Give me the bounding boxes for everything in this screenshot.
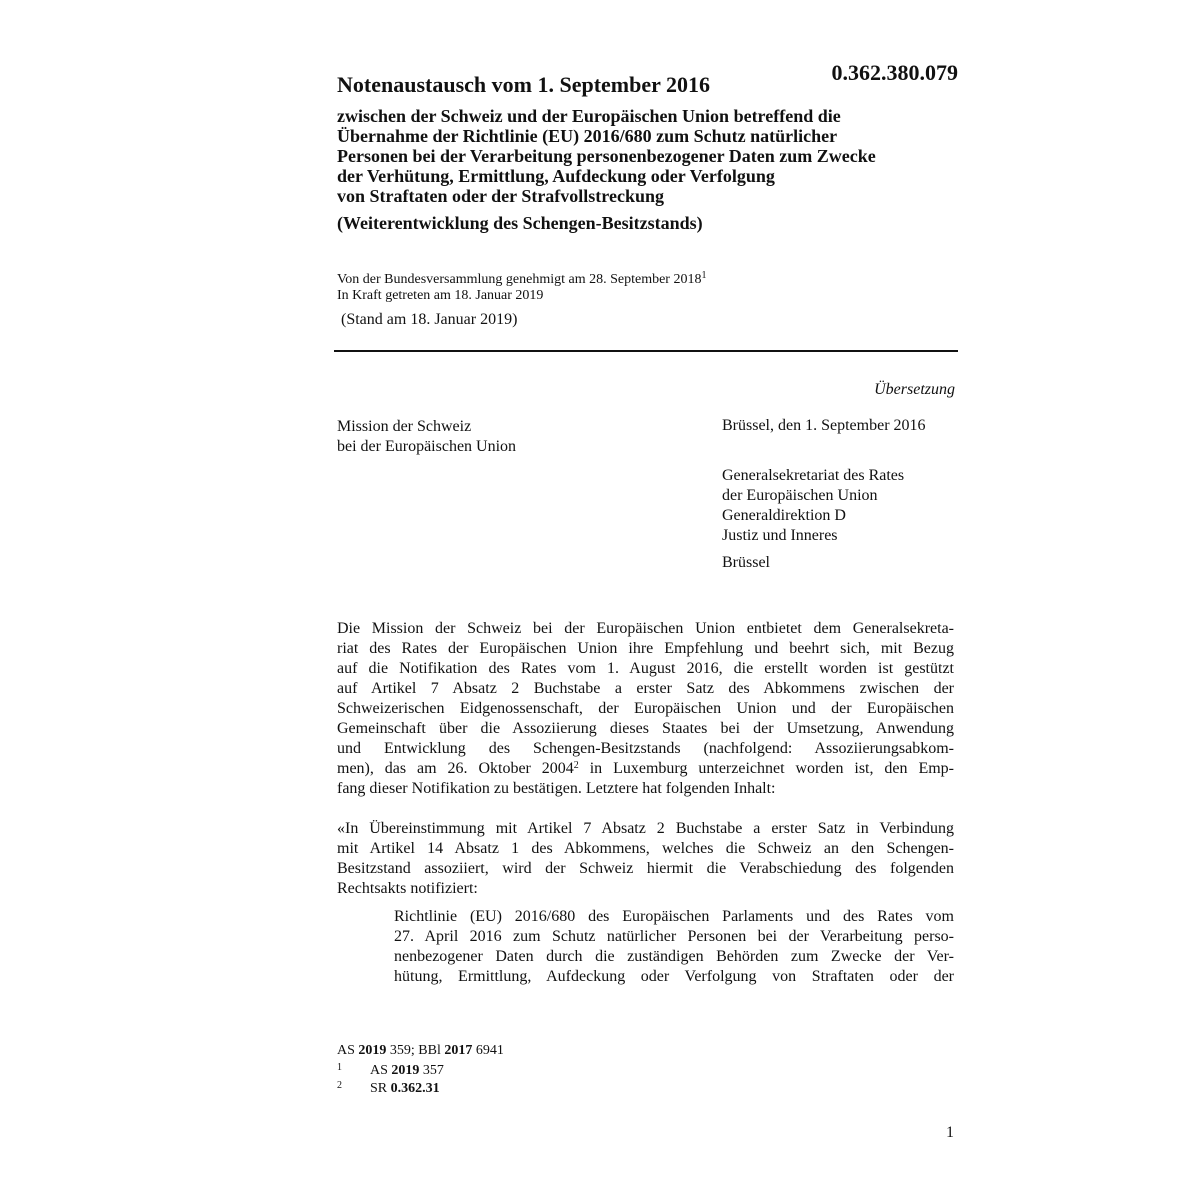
- paragraph-line: mit Artikel 14 Absatz 1 des Abkommens, welches die Schweiz an den Schengen-: [337, 840, 954, 857]
- document-subtitle: [337, 106, 876, 206]
- footnote-1: [337, 1062, 444, 1079]
- paragraph-line: Rechtsakts notifiziert:: [337, 880, 478, 897]
- recipient-line: Generalsekretariat des Rates: [722, 467, 905, 484]
- recipient-line: Generaldirektion D: [722, 507, 846, 524]
- footnote-text: AS: [370, 1063, 392, 1078]
- footnote-ref[interactable]: 2: [573, 760, 579, 771]
- sender-line: bei der Europäischen Union: [337, 438, 517, 455]
- translation-label: Übersetzung: [874, 381, 955, 398]
- body-paragraph-3-quote: [394, 907, 954, 987]
- source-year: 2017: [444, 1043, 473, 1058]
- line-text: in Luxemburg unterzeichnet worden ist, den Emp-: [589, 760, 955, 777]
- subtitle-line: von Straftaten oder der Strafvollstreckung: [337, 186, 664, 206]
- paragraph-line: Die Mission der Schweiz bei der Europäischen Union entbietet dem Generalsekreta-: [337, 620, 954, 637]
- paragraph-line: fang dieser Notifikation zu bestätigen. Letztere hat folgenden Inhalt:: [337, 780, 776, 797]
- source-text: 359; BBl: [386, 1043, 445, 1058]
- footnote-ref[interactable]: 1: [701, 270, 707, 281]
- footnote-bold: 0.362.31: [390, 1081, 440, 1096]
- in-force-line: In Kraft getreten am 18. Januar 2019: [337, 288, 544, 303]
- recipient-city: Brüssel: [722, 554, 770, 571]
- document-title: Notenaustausch vom 1. September 2016: [337, 72, 710, 97]
- footnote-text: SR: [370, 1081, 391, 1096]
- footnote-mark: 2: [337, 1080, 342, 1091]
- sender-line: Mission der Schweiz: [337, 418, 472, 435]
- subtitle-line: zwischen der Schweiz und der Europäischen Union betreffend die: [337, 106, 841, 126]
- page-number: 1: [946, 1124, 954, 1141]
- paragraph-line: riat des Rates der Europäischen Union ihre Empfehlung und beehrt sich, mit Bezug: [337, 640, 954, 657]
- line-text: men), das am 26. Oktober 2004: [337, 760, 574, 777]
- body-paragraph-2: [337, 819, 954, 899]
- status-date: (Stand am 18. Januar 2019): [341, 311, 518, 328]
- footnote-2: [337, 1080, 440, 1097]
- paragraph-line: auf die Notifikation des Rates vom 1. August 2016, die erstellt worden ist gestützt: [337, 660, 954, 677]
- approval-line: [337, 272, 706, 288]
- approval-block: [337, 272, 706, 304]
- paragraph-line: Gemeinschaft über die Assoziierung dieses Staates bei der Umsetzung, Anwendung: [337, 720, 954, 737]
- source-reference: [337, 1043, 504, 1059]
- paragraph-line: Schweizerischen Eidgenossenschaft, der Europäischen Union und der Europäischen: [337, 700, 954, 717]
- sr-number: 0.362.380.079: [831, 60, 958, 85]
- place-date: Brüssel, den 1. September 2016: [722, 417, 926, 434]
- paragraph-line: und Entwicklung des Schengen-Besitzstands (nachfolgend: Assoziierungsabkom-: [337, 740, 954, 757]
- recipient-address: [722, 466, 904, 546]
- source-text: 6941: [472, 1043, 504, 1058]
- paragraph-line: «In Übereinstimmung mit Artikel 7 Absatz 2 Buchstabe a erster Satz in Verbindung: [337, 820, 954, 837]
- paragraph-line: Besitzstand assoziiert, wird der Schweiz hiermit die Verabschiedung des folgenden: [337, 860, 954, 877]
- paragraph-line: [337, 759, 954, 779]
- subtitle-line: Übernahme der Richtlinie (EU) 2016/680 zum Schutz natürlicher: [337, 126, 838, 146]
- schengen-note: (Weiterentwicklung des Schengen-Besitzstands): [337, 213, 703, 233]
- approval-text: Von der Bundesversammlung genehmigt am 28. September 2018: [337, 272, 702, 287]
- footnote-bold: 2019: [391, 1063, 420, 1078]
- paragraph-line: Richtlinie (EU) 2016/680 des Europäischen Parlaments und des Rates vom: [394, 908, 954, 925]
- source-year: 2019: [358, 1043, 387, 1058]
- paragraph-line: nenbezogener Daten durch die zuständigen Behörden zum Zwecke der Ver-: [394, 948, 954, 965]
- paragraph-line: auf Artikel 7 Absatz 2 Buchstabe a erster Satz des Abkommens zwischen der: [337, 680, 954, 697]
- subtitle-line: Personen bei der Verarbeitung personenbezogener Daten zum Zwecke: [337, 146, 876, 166]
- source-text: AS: [337, 1043, 359, 1058]
- footnote-mark: 1: [337, 1062, 342, 1073]
- header-divider: [334, 350, 958, 352]
- body-paragraph-1: [337, 619, 954, 799]
- subtitle-line: der Verhütung, Ermittlung, Aufdeckung oder Verfolgung: [337, 166, 775, 186]
- footnote-text: 357: [419, 1063, 444, 1078]
- recipient-line: Justiz und Inneres: [722, 527, 838, 544]
- paragraph-line: 27. April 2016 zum Schutz natürlicher Personen bei der Verarbeitung perso-: [394, 928, 954, 945]
- recipient-line: der Europäischen Union: [722, 487, 878, 504]
- sender-address: [337, 417, 516, 457]
- paragraph-line: hütung, Ermittlung, Aufdeckung oder Verfolgung von Straftaten oder der: [394, 968, 954, 985]
